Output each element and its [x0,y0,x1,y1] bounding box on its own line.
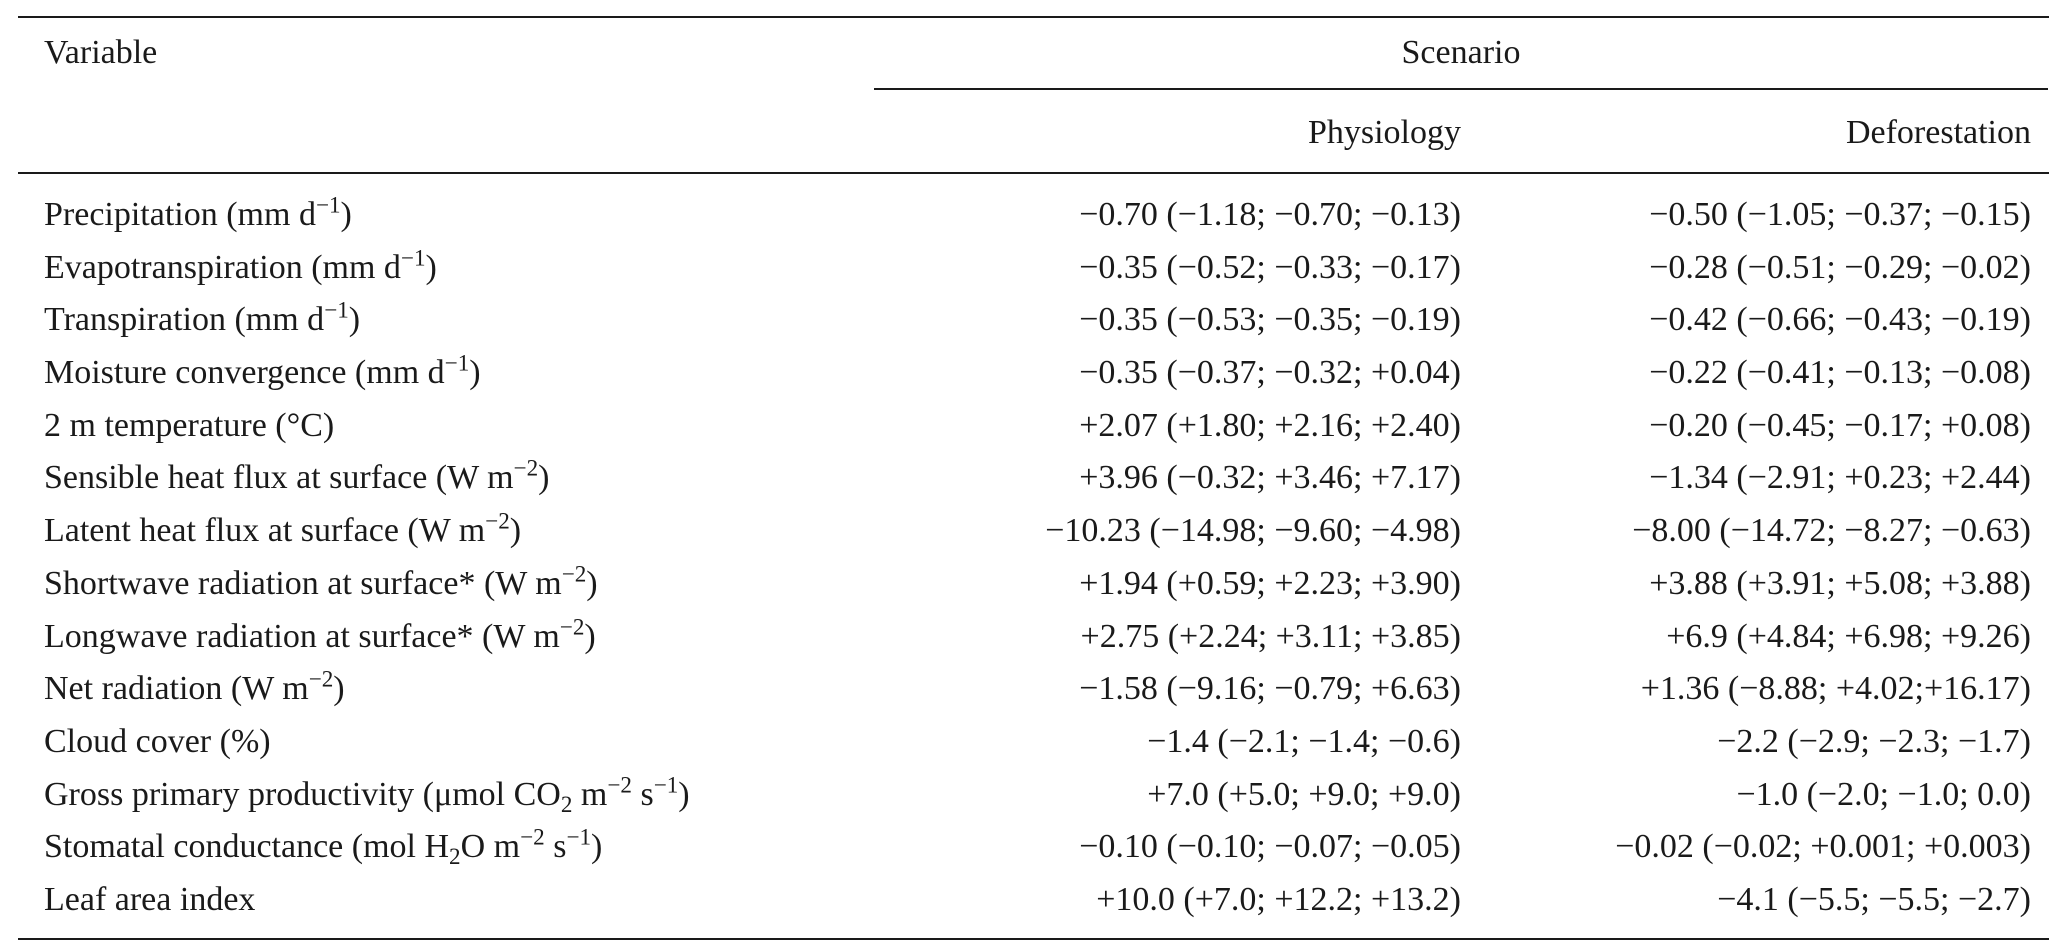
row-variable-label: Cloud cover (%) [44,722,271,760]
scenario-group-header: Scenario [1401,34,1521,71]
deforestation-value: −4.1 (−5.5; −5.5; −2.7) [1717,880,2031,918]
physiology-value: −0.35 (−0.37; −0.32; +0.04) [1079,354,1461,392]
physiology-value: +10.0 (+7.0; +12.2; +13.2) [1096,880,1461,918]
table-row [18,768,2049,821]
header-row-1 [18,18,2049,88]
table-row [18,346,2049,399]
table-row [18,820,2049,873]
deforestation-value: +6.9 (+4.84; +6.98; +9.26) [1666,617,2031,655]
deforestation-value: −0.50 (−1.05; −0.37; −0.15) [1649,196,2031,233]
physiology-value: +7.0 (+5.0; +9.0; +9.0) [1147,775,1461,813]
table-row [18,873,2049,926]
table-row [18,715,2049,768]
row-variable-label: Shortwave radiation at surface* (W $m^{-2}$) [44,561,598,602]
deforestation-value: −1.0 (−2.0; −1.0; 0.0) [1736,775,2031,813]
row-variable-label: Moisture convergence (mm $d^{-1}$) [44,350,481,392]
physiology-value: +2.07 (+1.80; +2.16; +2.40) [1079,406,1461,444]
physiology-value: −1.4 (−2.1; −1.4; −0.6) [1147,722,1461,760]
table-row [18,241,2049,294]
deforestation-value: −0.02 (−0.02; +0.001; +0.003) [1615,828,2031,866]
deforestation-value: +3.88 (+3.91; +5.08; +3.88) [1649,564,2031,602]
deforestation-value: −1.34 (−2.91; +0.23; +2.44) [1649,459,2031,497]
row-variable-label: Precipitation (mm $d^{-1}$) [44,192,352,233]
deforestation-value: −0.22 (−0.41; −0.13; −0.08) [1649,354,2031,392]
row-variable-label: Gross primary productivity (μmol $CO_2$ $m^{-2}$ $s^{-1}$) [44,771,690,818]
row-variable-label: 2 m temperature (°C) [44,406,335,444]
physiology-value: −1.58 (−9.16; −0.79; +6.63) [1079,670,1461,708]
row-variable-label: Stomatal conductance (mol $H_2O$ $m^{-2}$ $s^{-1}$) [44,824,603,871]
physiology-value: +1.94 (+0.59; +2.23; +3.90) [1079,564,1461,602]
physiology-value: −0.10 (−0.10; −0.07; −0.05) [1079,828,1461,866]
deforestation-value: −8.00 (−14.72; −8.27; −0.63) [1632,512,2031,550]
table-row [18,557,2049,610]
table-row [18,451,2049,504]
deforestation-value: −2.2 (−2.9; −2.3; −1.7) [1717,722,2031,760]
row-variable-label: Net radiation (W $m^{-2}$) [44,666,345,708]
physiology-value: −0.35 (−0.53; −0.35; −0.19) [1079,301,1461,339]
deforestation-column-header: Deforestation [1845,114,2031,151]
table-row [18,610,2049,663]
physiology-value: −10.23 (−14.98; −9.60; −4.98) [1045,512,1461,550]
physiology-value: +3.96 (−0.32; +3.46; +7.17) [1079,459,1461,497]
row-variable-label: Transpiration (mm $d^{-1}$) [44,297,361,339]
table-row [18,293,2049,346]
row-variable-label: Latent heat flux at surface (W $m^{-2}$) [44,508,522,550]
table-row [18,504,2049,557]
deforestation-value: −0.42 (−0.66; −0.43; −0.19) [1649,301,2031,339]
results-table [18,16,2049,940]
bottom-rule [18,938,2049,940]
deforestation-value: +1.36 (−8.88; +4.02;+16.17) [1640,670,2031,708]
table-row [18,399,2049,452]
physiology-column-header: Physiology [1307,114,1461,151]
deforestation-value: −0.20 (−0.45; −0.17; +0.08) [1649,406,2031,444]
deforestation-value: −0.28 (−0.51; −0.29; −0.02) [1649,248,2031,286]
table-row [18,662,2049,715]
row-variable-label: Evapotranspiration (mm $d^{-1}$) [44,244,437,286]
table-row [18,188,2049,241]
physiology-value: +2.75 (+2.24; +3.11; +3.85) [1080,617,1461,655]
row-variable-label: Sensible heat flux at surface (W $m^{-2}$) [44,455,550,497]
row-variable-label: Leaf area index [44,880,256,918]
row-variable-label: Longwave radiation at surface* (W $m^{-2}$) [44,613,596,655]
header-row-2 [18,88,2049,172]
table-body [18,174,2049,938]
physiology-value: −0.70 (−1.18; −0.70; −0.13) [1079,196,1461,233]
variable-column-header: Variable [44,34,158,71]
physiology-value: −0.35 (−0.52; −0.33; −0.17) [1079,248,1461,286]
